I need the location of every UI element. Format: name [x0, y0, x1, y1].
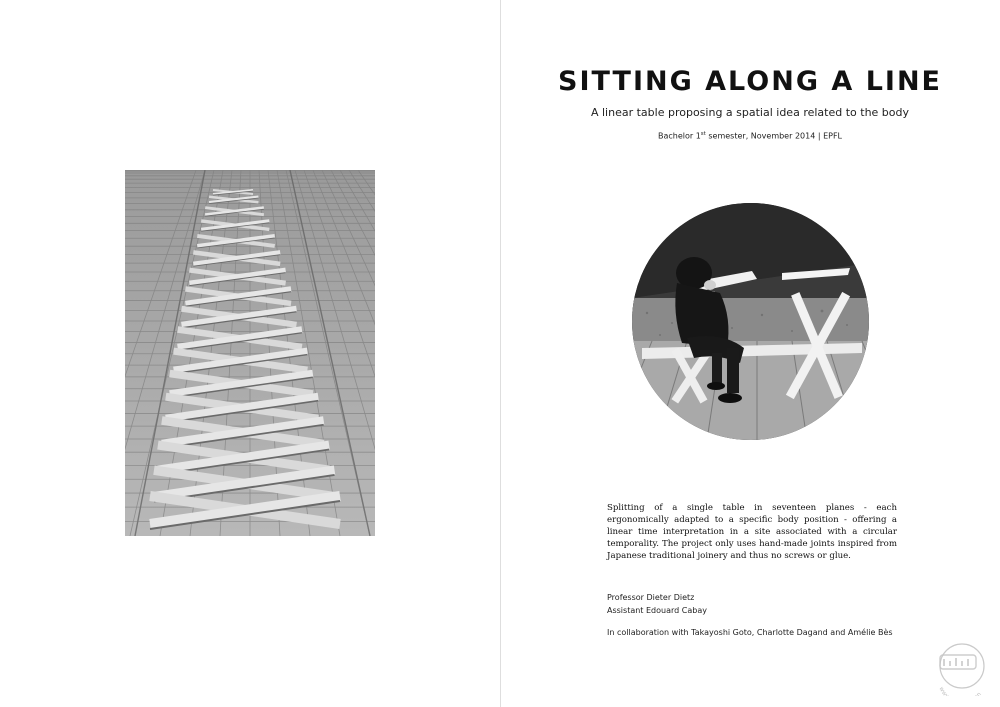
credits	[607, 592, 927, 640]
course-info-main: Bachelor 1	[657, 131, 701, 141]
course-info-ordinal: st	[700, 131, 706, 137]
course-info-rest: semester, November 2014 | EPFL	[705, 131, 843, 141]
credit-assistant: Assistant Edouard Cabay	[607, 605, 707, 615]
archdaily-watermark-graphic	[930, 640, 992, 696]
credit-collaboration: In collaboration with Takayoshi Goto, Charlotte Dagand and Amélie Bès	[607, 628, 893, 637]
page-subtitle: A linear table proposing a spatial idea related to the body	[590, 106, 910, 119]
credit-professor: Professor Dieter Dietz	[607, 593, 695, 602]
archdaily-watermark-logo	[930, 640, 992, 696]
left-photo-graphic	[125, 170, 375, 536]
round-photo-person-sitting	[632, 203, 869, 440]
round-photo-graphic	[632, 203, 869, 440]
watermark-url: ww n	[937, 685, 983, 696]
project-description: Splitting of a single table in seventeen planes - each ergonomically adapted to a specific body position - offering a linear time interpretation in a site associated with a circular temporality. The project only uses hand-made joints inspired from Japanese traditional joinery and thus no screws or glue.	[607, 503, 897, 561]
left-photo-wooden-x-frames	[125, 170, 375, 536]
course-info	[500, 131, 1000, 141]
page-title: SITTING ALONG A LINE	[558, 66, 942, 97]
